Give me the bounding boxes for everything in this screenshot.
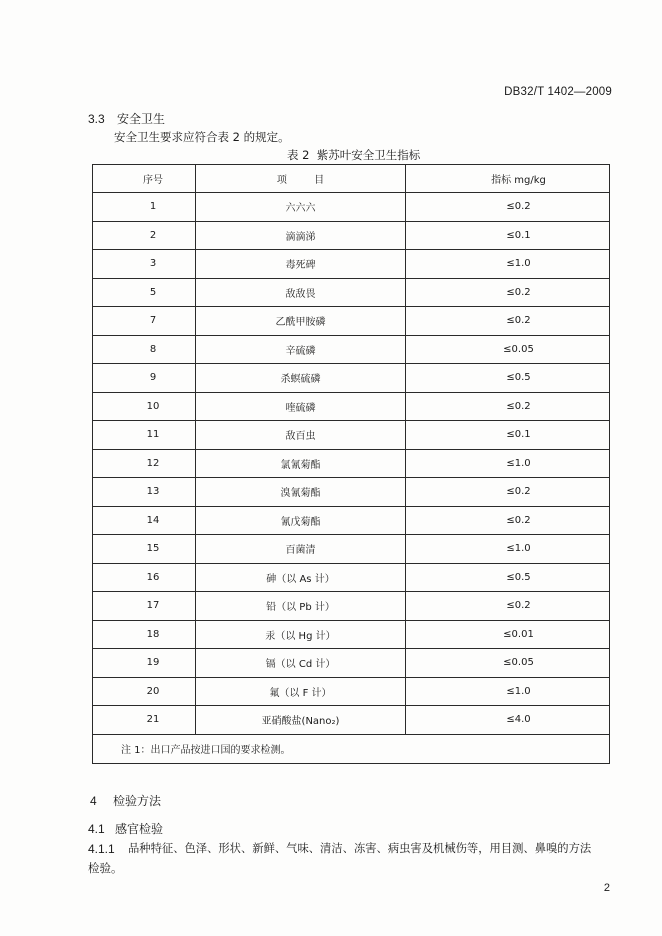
table-note: 注 1：出口产品按进口国的要求检测。	[93, 734, 610, 763]
page-number: 2	[603, 882, 610, 894]
cell-limit: ≤0.01	[406, 620, 610, 649]
cell-no: 10	[93, 392, 196, 421]
table-header-row	[93, 165, 610, 193]
table-row	[93, 193, 610, 222]
cell-limit: ≤0.2	[406, 307, 610, 336]
cell-limit: ≤0.05	[406, 649, 610, 678]
cell-no: 1	[93, 193, 196, 222]
cell-item: 氯氰菊酯	[196, 449, 406, 478]
table-row	[93, 677, 610, 706]
cell-item: 亚硝酸盐(Nano₂)	[196, 706, 406, 735]
cell-limit: ≤0.05	[406, 335, 610, 364]
cell-item: 氟（以 F 计）	[196, 677, 406, 706]
section-4-number: 4	[90, 794, 97, 808]
section-3-3-number: 3.3	[88, 112, 105, 126]
cell-limit: ≤0.2	[406, 278, 610, 307]
table-row	[93, 449, 610, 478]
cell-limit: ≤1.0	[406, 449, 610, 478]
table-row	[93, 221, 610, 250]
cell-item: 铅（以 Pb 计）	[196, 592, 406, 621]
section-3-3-body: 安全卫生要求应符合表 2 的规定。	[114, 130, 290, 144]
standard-number: DB32/T 1402—2009	[504, 86, 612, 98]
cell-item: 镉（以 Cd 计）	[196, 649, 406, 678]
cell-item: 氰戊菊酯	[196, 506, 406, 535]
cell-item: 辛硫磷	[196, 335, 406, 364]
section-4-title: 检验方法	[113, 794, 162, 808]
cell-item: 溴氰菊酯	[196, 478, 406, 507]
cell-limit: ≤1.0	[406, 677, 610, 706]
table-note-row	[93, 734, 610, 763]
table-body	[93, 193, 610, 735]
table-row	[93, 392, 610, 421]
cell-no: 12	[93, 449, 196, 478]
table-row	[93, 335, 610, 364]
cell-item: 百菌清	[196, 535, 406, 564]
section-4-1-1-line-2: 检验。	[88, 861, 123, 875]
cell-limit: ≤0.2	[406, 193, 610, 222]
cell-no: 13	[93, 478, 196, 507]
cell-no: 7	[93, 307, 196, 336]
cell-item: 敌百虫	[196, 421, 406, 450]
cell-no: 11	[93, 421, 196, 450]
cell-no: 5	[93, 278, 196, 307]
cell-limit: ≤0.5	[406, 364, 610, 393]
cell-no: 16	[93, 563, 196, 592]
table-row	[93, 250, 610, 279]
section-4-1-1-number: 4.1.1	[88, 842, 115, 856]
header-limit: 指标 mg/kg	[406, 165, 610, 193]
table-caption: 表 2 紫苏叶安全卫生指标	[287, 148, 421, 162]
cell-limit: ≤1.0	[406, 250, 610, 279]
cell-no: 19	[93, 649, 196, 678]
cell-no: 2	[93, 221, 196, 250]
cell-limit: ≤0.2	[406, 392, 610, 421]
cell-no: 8	[93, 335, 196, 364]
cell-limit: ≤0.1	[406, 221, 610, 250]
cell-item: 毒死碑	[196, 250, 406, 279]
cell-no: 9	[93, 364, 196, 393]
table-row	[93, 307, 610, 336]
cell-limit: ≤0.2	[406, 592, 610, 621]
cell-no: 21	[93, 706, 196, 735]
cell-no: 14	[93, 506, 196, 535]
cell-item: 六六六	[196, 193, 406, 222]
table-row	[93, 649, 610, 678]
table-row	[93, 706, 610, 735]
table-row	[93, 620, 610, 649]
cell-limit: ≤1.0	[406, 535, 610, 564]
table-row	[93, 592, 610, 621]
cell-item: 乙酰甲胺磷	[196, 307, 406, 336]
table-row	[93, 563, 610, 592]
cell-no: 20	[93, 677, 196, 706]
cell-limit: ≤0.5	[406, 563, 610, 592]
cell-no: 15	[93, 535, 196, 564]
section-4-1-title: 感官检验	[115, 822, 164, 836]
section-4-1-1-line-1: 品种特征、色泽、形状、新鲜、气味、清洁、冻害、病虫害及机械伤等，用目测、鼻嗅的方法	[128, 842, 592, 855]
cell-item: 汞（以 Hg 计）	[196, 620, 406, 649]
header-no: 序号	[93, 165, 196, 193]
cell-item: 滴滴涕	[196, 221, 406, 250]
section-4-1-number: 4.1	[88, 822, 105, 836]
cell-item: 杀螟硫磷	[196, 364, 406, 393]
cell-item: 砷（以 As 计）	[196, 563, 406, 592]
cell-no: 3	[93, 250, 196, 279]
section-3-3-title: 安全卫生	[117, 112, 166, 126]
safety-index-table	[92, 164, 610, 764]
cell-no: 18	[93, 620, 196, 649]
cell-limit: ≤0.2	[406, 506, 610, 535]
table-row	[93, 278, 610, 307]
table-row	[93, 506, 610, 535]
table-row	[93, 364, 610, 393]
cell-limit: ≤0.2	[406, 478, 610, 507]
cell-item: 敌敌畏	[196, 278, 406, 307]
table-row	[93, 535, 610, 564]
cell-limit: ≤4.0	[406, 706, 610, 735]
cell-no: 17	[93, 592, 196, 621]
cell-item: 喹硫磷	[196, 392, 406, 421]
table-row	[93, 478, 610, 507]
header-item: 项 目	[196, 165, 406, 193]
cell-limit: ≤0.1	[406, 421, 610, 450]
table-row	[93, 421, 610, 450]
